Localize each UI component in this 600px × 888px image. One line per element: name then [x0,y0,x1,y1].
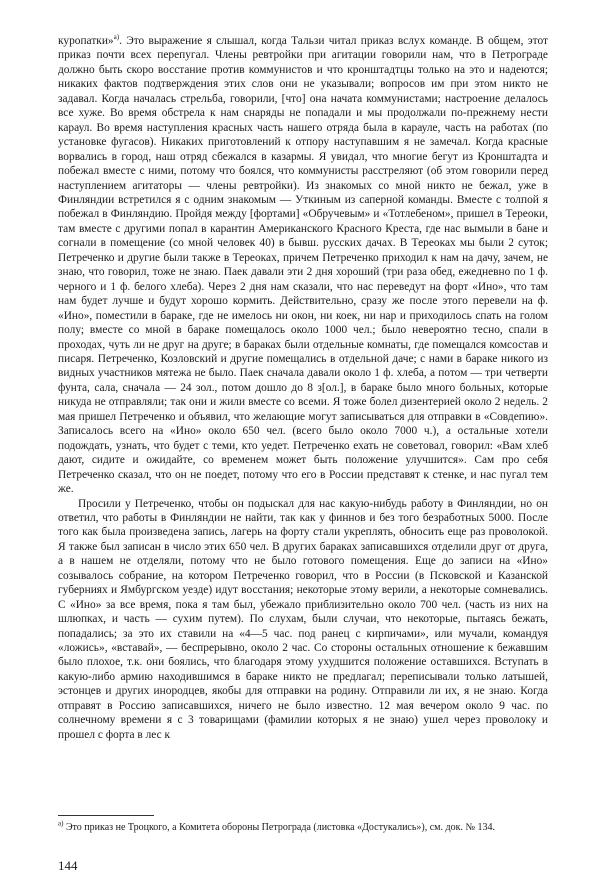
paragraph-2: Просили у Петреченко, чтобы он подыскал для нас какую-нибудь работу в Финляндии, но он ответил, что работы в Финляндии не найти, так как у финнов и без того безработных 5000. После того как была произведена запись, лагерь на форту стали укреплять, обносить еще раз проволокой. Я также был записан в число этих 650 чел. В других бараках записавшихся отделили друг от друга, а в нашем не отделяли, потому что не было готового помещения. Еще до записи на «Ино» созывалось собрание, на котором Петреченко говорил, что в России (в Псковской и Казанской губерниях и Ямбургском уезде) идут восстания; некоторые этому верили, а некоторые сомневались. С «Ино» за все время, пока я там был, убежало приблизительно около 700 чел. (часть из них на шлюпках, и часть — сухим путем). По слухам, были случаи, что некоторые, пытаясь бежать, попадались; за это их ставили на «4—5 час. под ранец с кирпичами», или мучали, командуя «ложись», «вставай», — беспрерывно, около 2 час. Со стороны остальных отношение к бежавшим было плохое, т.к. они боялись, что благодаря этому ухудшится положение оставшихся. Вступать в какую-либо армию находившимся в бараке никто не предлагал; переписывали только латышей, эстонцев и других инородцев, якобы для отправки на родину. Отправили ли их, я не знаю. Когда отправят в Россию записавшихся, ничего не было известно. 12 мая вечером около 9 час. по солнечному времени я с 3 товарищами (фамилии которых я не знаю) ушел через проволоку и прошел с форта в лес к [58,497,548,741]
paragraph-1-lead: куропатки» [58,35,114,47]
footnote-reference: а) [113,33,120,42]
page-number: 144 [58,858,78,873]
page-body [58,34,548,742]
footnote [58,819,548,835]
paragraph-1-text: . Это выражение я слышал, когда Тальзи читал приказ вслух команде. В общем, этот приказ почти всех перепугал. Члены ревтройки при агитации говорили нам, что в Петрограде должно быть скоро восстание против коммунистов и что кронштадтцы только на это и надеются; никаких фактов подтверждения этих слов они не указывали; вопросов им при этом никто не задавал. Когда началась стрельба, говорили, [что] она начата коммунистами; настроение делалось все хуже. Во время обстрела к нам снаряды не попадали и мы продолжали по-прежнему нести караул. Во время наступления красных часть нашего отряда была в карауле, часть на работах (по установке фугасов). Никаких приготовлений к отпору наступавшим я не замечал. Когда красные ворвались в город, наш отряд сбежался в казармы. Я увидал, что многие бегут из Кронштадта и побежал вместе с ними, потому что боялся, что коммунисты расстреляют (об этом говорили перед наступлением агитаторы — члены ревтройки). Из знакомых со мной никто не бежал, уже в Финляндии встретился я с одним знакомым — Уткиным из саперной команды. Вместе с толпой я побежал в Финляндию. Пройдя между [фортами] «Обручевым» и «Тотлебеном», пришел в Тереоки, там вместе с другими попал в карантин Американского Красного Креста, где нас вымыли в бане и согнали в помещение (со мной человек 40) в бывш. русских дачах. В Тереоках мы были 2 суток; Петреченко и другие были также в Тереоках, причем Петреченко приходил к нам на дачу, зачем, не знаю, что говорил, тоже не знаю. Паек давали эти 2 дня хороший (три раза обед, ежедневно по 1 ф. черного и 1 ф. белого хлеба). Через 2 дня нам сказали, что нас переведут на форт «Ино», что там нам будет лучше и будут хорошо кормить. Действительно, сразу же после этого перевели на ф. «Ино», поместили в бараке, где не имелось ни окон, ни коек, ни нар и приходилось спать на голом полу; вместе со мной в бараке помещалось около 1000 чел.; было невероятно тесно, спали в проходах, чуть ли не друг на друге; в бараках были отдельные комнаты, где помещался комсостав и писаря. Петреченко, Козловский и другие помещались в отдельной даче; с нами в бараке никого из видных участников мятежа не было. Паек сначала давали около 1 ф. хлеба, а потом — три четверти фунта, сала, сначала — 24 зол., потом дошло до 8 з[ол.], в бараке было много больных, которые никуда не отправляли; так они и жили вместе со всеми. Я тоже болел дизентерией около 2 недель. 2 мая пришел Петреченко и объявил, что желающие могут записываться для отправки в «Совдепию». Записалось всего на «Ино» около 650 чел. (всего было около 7000 ч.), а остальные хотели подождать, узнать, что будет с теми, кто уедет. Петреченко ехать не советовал, говорил: «Вам хлеб дают, сидите и ожидайте, со временем может быть положение улучшится». Сам про себя Петреченко сказал, что он не поедет, потому что его в России представят к стенке, и нас пугал тем же. [58,35,548,496]
footnote-divider [58,815,154,816]
footnote-mark: а) [58,819,64,828]
paragraph-1 [58,34,548,497]
footnote-text: Это приказ не Троцкого, а Комитета обороны Петрограда (листовка «Достукались»), см. док. № 134. [63,822,496,833]
